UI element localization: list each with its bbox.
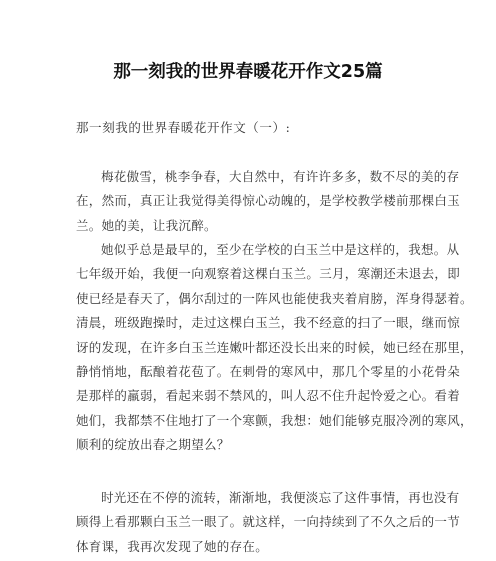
paragraph-line: 使已经是春天了，偶尔刮过的一阵风也能使我夹着肩膀，浑身得瑟着。 xyxy=(76,290,473,306)
paragraph-line: 静悄悄地，酝酿着花苞了。在刺骨的寒风中，那几个零星的小花骨朵 xyxy=(76,364,461,380)
paragraph-line: 七年级开始，我便一向观察着这棵白玉兰。三月，寒潮还未退去，即 xyxy=(76,266,461,282)
paragraph-line: 清晨，班级跑操时，走过这棵白玉兰，我不经意的扫了一眼，继而惊 xyxy=(76,315,461,331)
paragraph-line: 讶的发现，在许多白玉兰连嫩叶都还没长出来的时候，她已经在那里， xyxy=(76,339,473,355)
paragraph-line: 是那样的羸弱，看起来弱不禁风的，叫人忍不住升起怜爱之心。看着 xyxy=(76,388,461,404)
paragraph-1 xyxy=(76,165,461,238)
paragraph-line: 她似乎总是最早的，至少在学校的白玉兰中是这样的，我想。从 xyxy=(101,242,460,257)
paragraph-line: 梅花傲雪，桃李争春，大自然中，有许许多多，数不尽的美的存 xyxy=(101,169,460,184)
paragraph-line: 时光还在不停的流转，渐渐地，我便淡忘了这件事情，再也没有 xyxy=(101,490,460,505)
paragraph-line: 兰。她的美，让我沉醉。 xyxy=(76,217,217,233)
paragraph-line: 她们，我都禁不住地打了一个寒颤，我想：她们能够克服冷冽的寒风， xyxy=(76,412,473,428)
document-title: 那一刻我的世界春暖花开作文25篇 xyxy=(113,62,383,82)
paragraph-line: 顺利的绽放出春之期望么？ xyxy=(76,437,230,453)
paragraph-3 xyxy=(76,486,461,559)
paragraph-2 xyxy=(76,238,473,458)
section-subtitle: 那一刻我的世界春暖花开作文（一）: xyxy=(76,120,291,135)
paragraph-line: 顾得上看那颗白玉兰一眼了。就这样，一向持续到了不久之后的一节 xyxy=(76,514,461,530)
paragraph-line: 在，然而，真正让我觉得美得惊心动魄的，是学校教学楼前那棵白玉 xyxy=(76,193,461,209)
paragraph-line: 体育课，我再次发现了她的存在。 xyxy=(76,538,269,554)
